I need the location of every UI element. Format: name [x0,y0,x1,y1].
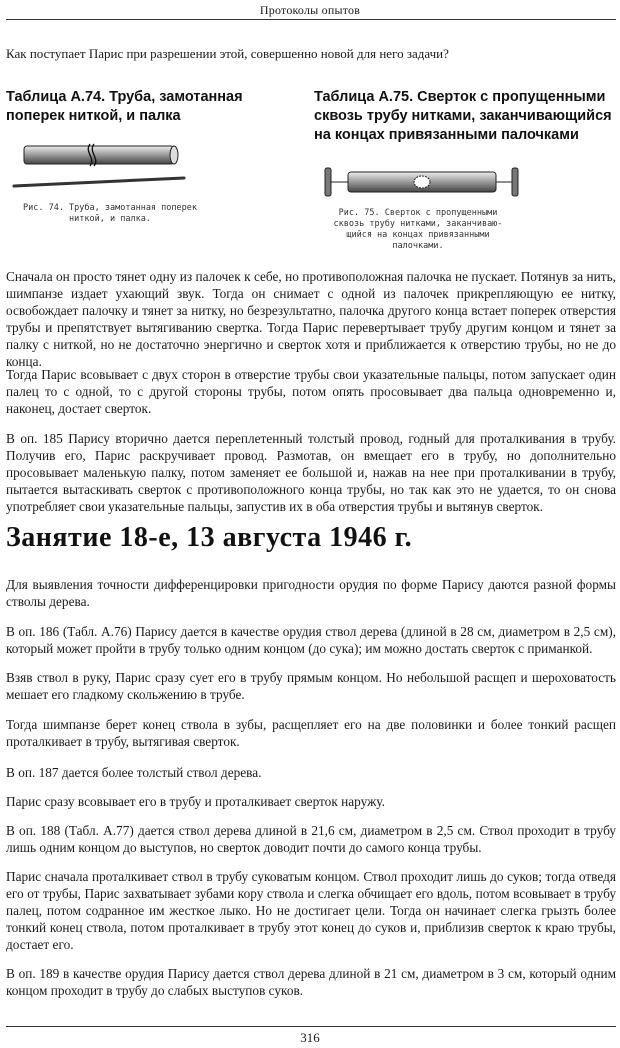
paragraph: Взяв ствол в руку, Парис сразу сует его в трубу прямым концом. Но небольшой расщеп и шероховатость мешает его гладкому скольжению в трубе. [6,670,616,702]
intro-question: Как поступает Парис при разрешении этой, совершенно новой для него задачи? [6,46,449,61]
figure-75-caption [328,208,508,252]
caption-line: сквозь трубу нитками, заканчиваю- [333,219,503,229]
paragraph: Для выявления точности дифференцировки пригодности орудия по форме Парису даются разной формы стволы дерева. [6,577,616,609]
table-74-title: Таблица А.74. Труба, замотанная поперек ниткой, и палка [6,89,243,124]
caption-line: Рис. 75. Сверток с пропущенными [338,208,498,218]
table-75-title: Таблица А.75. Сверток с пропущенными сквозь трубу нитками, заканчивающийся на концах привязанными палочками [314,89,612,143]
figure-74-tube-and-stick [12,142,202,197]
paragraph: Тогда шимпанзе берет конец ствола в зубы, расщепляет его на две половинки и более тонкий расщеп проталкивает в трубу, вытягивая сверток. [6,717,616,749]
page-number: 316 [300,1030,320,1045]
footer-divider [6,1026,616,1027]
caption-line: щийся на концах привязанными [346,230,490,240]
paragraph: В оп. 185 Парису вторично дается переплетенный толстый провод, годный для проталкивания в трубу. Получив его, Парис раскручивает провод. Размотав, он вмещает его в трубу, но дополнительно просовывает маленькую палку, потом заменяет ее большой и, нажав на нее при проталкивании в трубу, пытается вытаскивать сверток с противоположного конца трубы, но так как это не удается, то он снова употребляет свои указательные пальцы, запустив их в оба отверстия трубы и вытянув сверток. [6,431,616,514]
header-divider [6,19,616,20]
caption-line: палочками. [392,241,444,251]
figure-75-bundle-in-tube [322,160,522,204]
paragraph: В оп. 187 дается более толстый ствол дерева. [6,765,262,780]
paragraph: Парис сразу всовывает его в трубу и проталкивает сверток наружу. [6,794,385,809]
paragraph: В оп. 188 (Табл. А.77) дается ствол дерева длиной в 21,6 см, диаметром в 2,5 см. Ствол проходит в трубу лишь одним концом до выступов, но сверток доводит почти до самого конца трубы. [6,823,616,855]
caption-line: Рис. 74. Труба, замотанная поперек [23,203,197,213]
paragraph: В оп. 189 в качестве орудия Парису дается ствол дерева длиной в 21 см, диаметром в 3 см, который одним концом проходит в трубу до слабых выступов суков. [6,966,616,998]
running-head: Протоколы опытов [259,3,361,17]
section-heading: Занятие 18-е, 13 августа 1946 г. [6,522,413,553]
figure-74-caption [20,203,200,225]
caption-line: ниткой, и палка. [69,214,151,224]
paragraph: Сначала он просто тянет одну из палочек к себе, но противоположная палочка не пускает. Потянув за нить, шимпанзе издает ухающий звук. Тогда он снимает с одной из палочек прикрепляющую ее нитку, освобождает палочку и тянет за нитку, но безрезультатно, палочка другого конца встает поперек отверстия трубы и препятствует вытягиванию свертка. Тогда Парис перевертывает трубу другим концом и тянет за палку с ниткой, но не достаточно энергично и сверток хотя и приближается к отверстию трубы, но не до конца. [6,269,616,369]
paragraph: В оп. 186 (Табл. А.76) Парису дается в качестве орудия ствол дерева (длиной в 28 см, диаметром в 2,5 см), который может пройти в трубу только одним концом (до сука); им можно достать сверток с приманкой. [6,624,616,656]
paragraph: Парис сначала проталкивает ствол в трубу суковатым концом. Ствол проходит лишь до суков; тогда отведя его от трубы, Парис захватывает зубами кору ствола и слегка обчищает его вдоль, потом всовывает в трубу палец, потом содранное им жесткое лыко. Но не достигает цели. Тогда он начинает слегка грызть более тонкий конец ствола, потом проталкивает в трубу этот конец до суков и, приблизив сверток к краю трубы, достает его. [6,869,616,952]
paragraph: Тогда Парис всовывает с двух сторон в отверстие трубы свои указательные пальцы, потом запускает один палец то с одной, то с другой стороны трубы, потом опять просовывает два пальца одновременно и, наконец, достает сверток. [6,367,616,416]
